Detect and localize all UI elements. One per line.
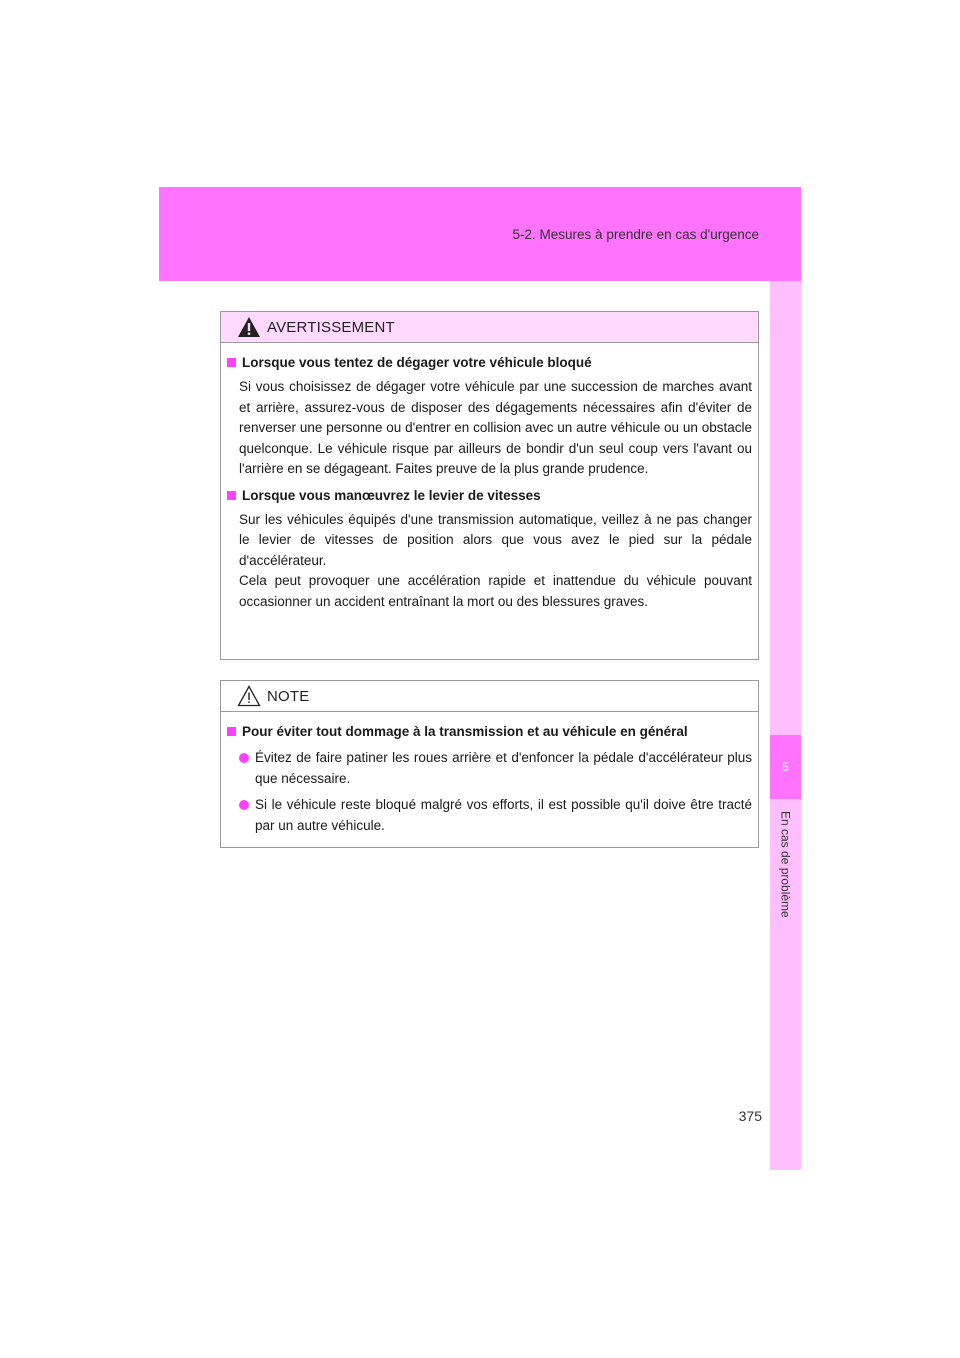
page-number: 375 <box>738 1108 762 1124</box>
note-box <box>220 680 759 848</box>
warning-body <box>221 343 758 612</box>
note-body <box>221 712 758 836</box>
note-label: NOTE <box>267 687 310 705</box>
chapter-title: En cas de problème <box>778 811 793 918</box>
warning-heading <box>227 486 752 506</box>
square-bullet-icon <box>227 727 236 736</box>
list-item <box>227 748 752 789</box>
warning-heading-text: Lorsque vous tentez de dégager votre véhicule bloqué <box>242 355 592 370</box>
round-bullet-icon <box>239 800 249 810</box>
warning-paragraph: Si vous choisissez de dégager votre véhicule par une succession de marches avant et arrière, assurez-vous de disposer des dégagements nécessaires afin d'éviter de renverser une personne ou d'entrer en collision avec un autre véhicule ou un obstacle quelconque. Le véhicule risque par ailleurs de bondir d'un seul coup vers l'avant ou l'arrière en se dégageant. Faites preuve de la plus grande prudence. <box>239 379 752 476</box>
note-heading-text: Pour éviter tout dommage à la transmission et au véhicule en général <box>242 724 688 739</box>
warning-paragraph: Cela peut provoquer une accélération rapide et inattendue du véhicule pouvant occasionner un accident entraînant la mort ou des blessures graves. <box>239 573 752 609</box>
caution-triangle-icon <box>237 685 261 707</box>
list-item-text: Évitez de faire patiner les roues arrière et d'enfoncer la pédale d'accélérateur plus que nécessaire. <box>255 750 752 786</box>
section-header-band <box>159 187 801 281</box>
warning-label: AVERTISSEMENT <box>267 318 395 336</box>
warning-paragraph: Sur les véhicules équipés d'une transmission automatique, veillez à ne pas changer le levier de vitesses de position alors que vous avez le pied sur la pédale d'accélérateur. <box>239 511 752 568</box>
note-heading <box>227 722 752 742</box>
warning-heading-text: Lorsque vous manœuvrez le levier de vitesses <box>242 487 541 503</box>
warning-triangle-icon <box>237 316 261 338</box>
square-bullet-icon <box>227 491 236 500</box>
round-bullet-icon <box>239 753 249 763</box>
section-title: 5-2. Mesures à prendre en cas d'urgence <box>512 227 759 242</box>
chapter-number-tab[interactable]: 5 <box>770 735 801 799</box>
warning-header <box>221 312 758 343</box>
chapter-side-strip <box>770 281 801 1170</box>
warning-box <box>220 311 759 660</box>
warning-heading <box>227 353 752 373</box>
list-item-text: Si le véhicule reste bloqué malgré vos efforts, il est possible qu'il doive être tracté par un autre véhicule. <box>255 797 752 833</box>
note-header <box>221 681 758 712</box>
list-item <box>227 795 752 836</box>
square-bullet-icon <box>227 358 236 367</box>
